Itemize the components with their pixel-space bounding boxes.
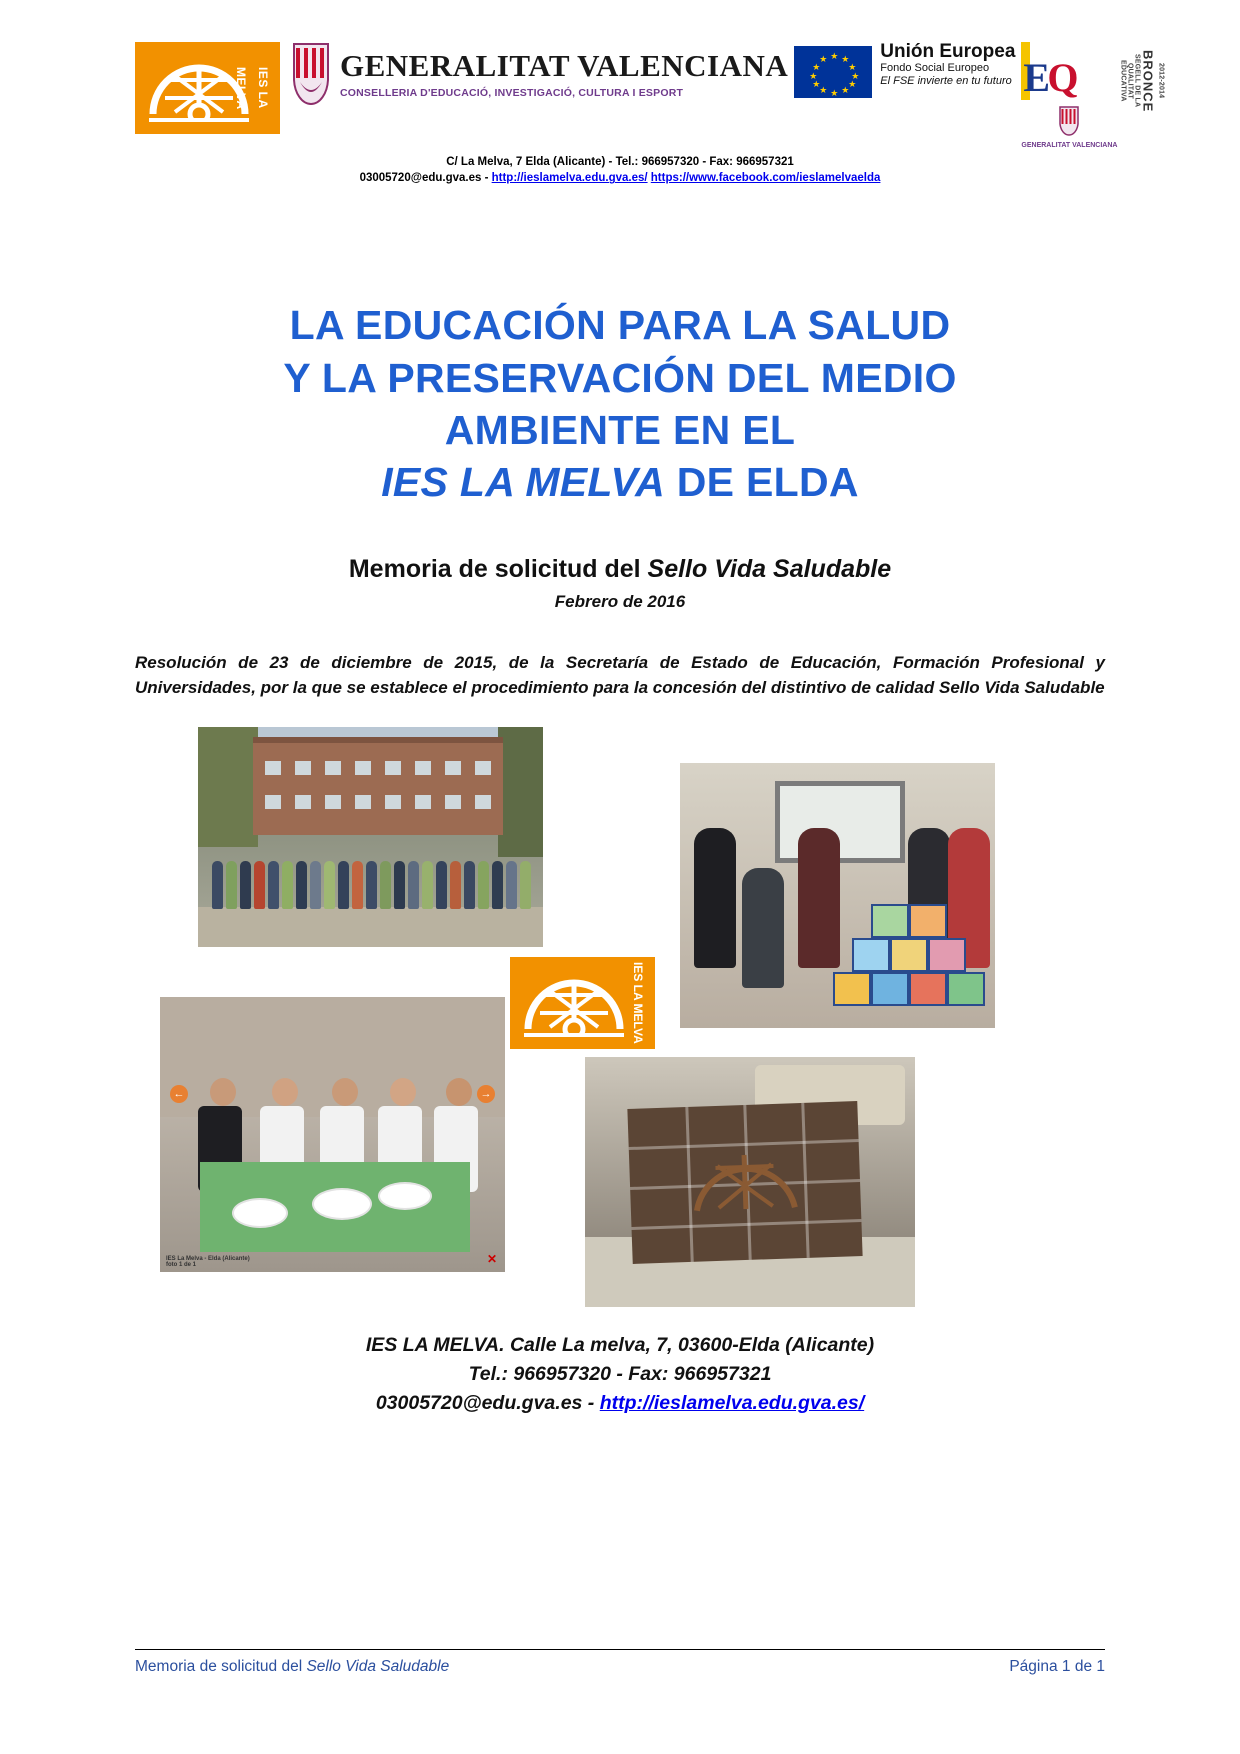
page-footer-left <box>135 1658 449 1676</box>
resolution-paragraph: Resolución de 23 de diciembre de 2015, de la Secretaría de Estado de Educación, Formación Profesional y Universidades, por la que se establece el procedimiento para la concesión del distintivo de calidad Sello Vida Saludable <box>135 652 1105 698</box>
subtitle-seal-name: Sello Vida Saludable <box>647 554 892 583</box>
generalitat-title: GENERALITAT VALENCIANA <box>340 48 789 83</box>
header-dash: - <box>481 172 492 185</box>
eu-slogan: El FSE invierte en tu futuro <box>880 75 1012 88</box>
school-logo-vertical-text: IES LA MELVA <box>234 66 270 110</box>
document-header <box>135 0 1165 150</box>
page-footer-prefix: Memoria de solicitud del <box>135 1658 307 1675</box>
quality-seal-gv-small <box>1021 106 1117 150</box>
quality-seal-letter-q: Q <box>1047 55 1079 100</box>
quality-seal-level: BRONCE <box>1140 49 1156 113</box>
page-title-line2: Y LA PRESERVACIÓN DEL MEDIO <box>283 354 957 401</box>
generalitat-valenciana-logo <box>290 42 788 106</box>
cake-wheel-decoration-icon <box>689 1137 802 1221</box>
eu-title: Unión Europea <box>880 41 1016 62</box>
photo-classroom-activity <box>680 763 995 1028</box>
page-title-line1: LA EDUCACIÓN PARA LA SALUD <box>289 302 951 349</box>
footer-email: 03005720@edu.gva.es <box>375 1392 583 1415</box>
document-subtitle <box>135 555 1105 584</box>
photo-prev-arrow-icon[interactable]: ← <box>170 1085 188 1103</box>
european-union-logo <box>794 42 1015 98</box>
school-logo <box>135 42 280 134</box>
document-date: Febrero de 2016 <box>554 591 686 611</box>
center-logo-vertical-text: IES LA MELVA <box>631 962 645 1044</box>
generalitat-shield-icon <box>290 42 332 106</box>
photo-next-arrow-icon[interactable]: → <box>477 1085 495 1103</box>
eu-fund-label: Fondo Social Europeo <box>880 61 990 74</box>
photo-cooking-workshop <box>160 997 505 1272</box>
page-title-school-name: IES LA MELVA <box>381 459 666 506</box>
header-website-link[interactable]: http://ieslamelva.edu.gva.es/ <box>491 172 648 185</box>
page-title-line4-rest: DE ELDA <box>665 459 859 506</box>
quality-seal-years: 2012-2014 <box>1157 63 1165 99</box>
header-contact-block <box>135 154 1105 187</box>
page-title-line4 <box>135 456 1105 508</box>
quality-seal-eq-icon <box>1021 42 1081 104</box>
photo-collage <box>135 727 1105 1307</box>
footer-phone: Tel.: 966957320 - Fax: 966957321 <box>468 1363 772 1386</box>
melva-wheel-logo-icon <box>524 969 624 1037</box>
eu-flag-icon: ★ ★ ★ ★ ★ ★ ★ ★ ★ ★ ★ ★ <box>794 46 872 98</box>
page-title-line3: AMBIENTE EN EL <box>444 406 796 453</box>
photo-center-logo <box>510 957 655 1049</box>
photo-close-icon[interactable]: ✕ <box>486 1251 497 1266</box>
quality-seal-letter-e: E <box>1023 55 1051 100</box>
footer-dash: - <box>582 1392 600 1415</box>
quality-seal-gv-label: GENERALITAT VALENCIANA <box>1021 142 1118 149</box>
generalitat-subtitle: CONSELLERIA D'EDUCACIÓ, INVESTIGACIÓ, CULTURA I ESPORT <box>340 87 684 99</box>
page-title <box>135 299 1105 509</box>
photo-cook-caption: IES La Melva - Elda (Alicante) foto 1 de 1 <box>166 1255 250 1268</box>
page-number: Página 1 de 1 <box>1009 1658 1105 1675</box>
quality-seal-logo <box>1021 42 1164 150</box>
header-address-line: C/ La Melva, 7 Elda (Alicante) - Tel.: 966957320 - Fax: 966957321 <box>446 155 794 168</box>
footer-address: IES LA MELVA. Calle La melva, 7, 03600-Elda (Alicante) <box>365 1333 875 1356</box>
footer-contact-block <box>135 1331 1105 1419</box>
page-footer-seal-name: Sello Vida Saludable <box>306 1658 450 1675</box>
photo-school-group-bikes <box>198 727 543 947</box>
footer-website-link[interactable]: http://ieslamelva.edu.gva.es/ <box>599 1392 865 1415</box>
page-footer <box>135 1649 1105 1676</box>
subtitle-prefix: Memoria de solicitud del <box>348 554 648 583</box>
header-email: 03005720@edu.gva.es <box>359 172 482 185</box>
photo-cake-logo <box>585 1057 915 1307</box>
quality-seal-vertical-label: SEGELL DE LA QUALITAT EDUCATIVA <box>1119 54 1141 108</box>
generalitat-small-shield-icon <box>1058 106 1080 136</box>
header-facebook-link[interactable]: https://www.facebook.com/ieslamelvaelda <box>650 172 881 185</box>
